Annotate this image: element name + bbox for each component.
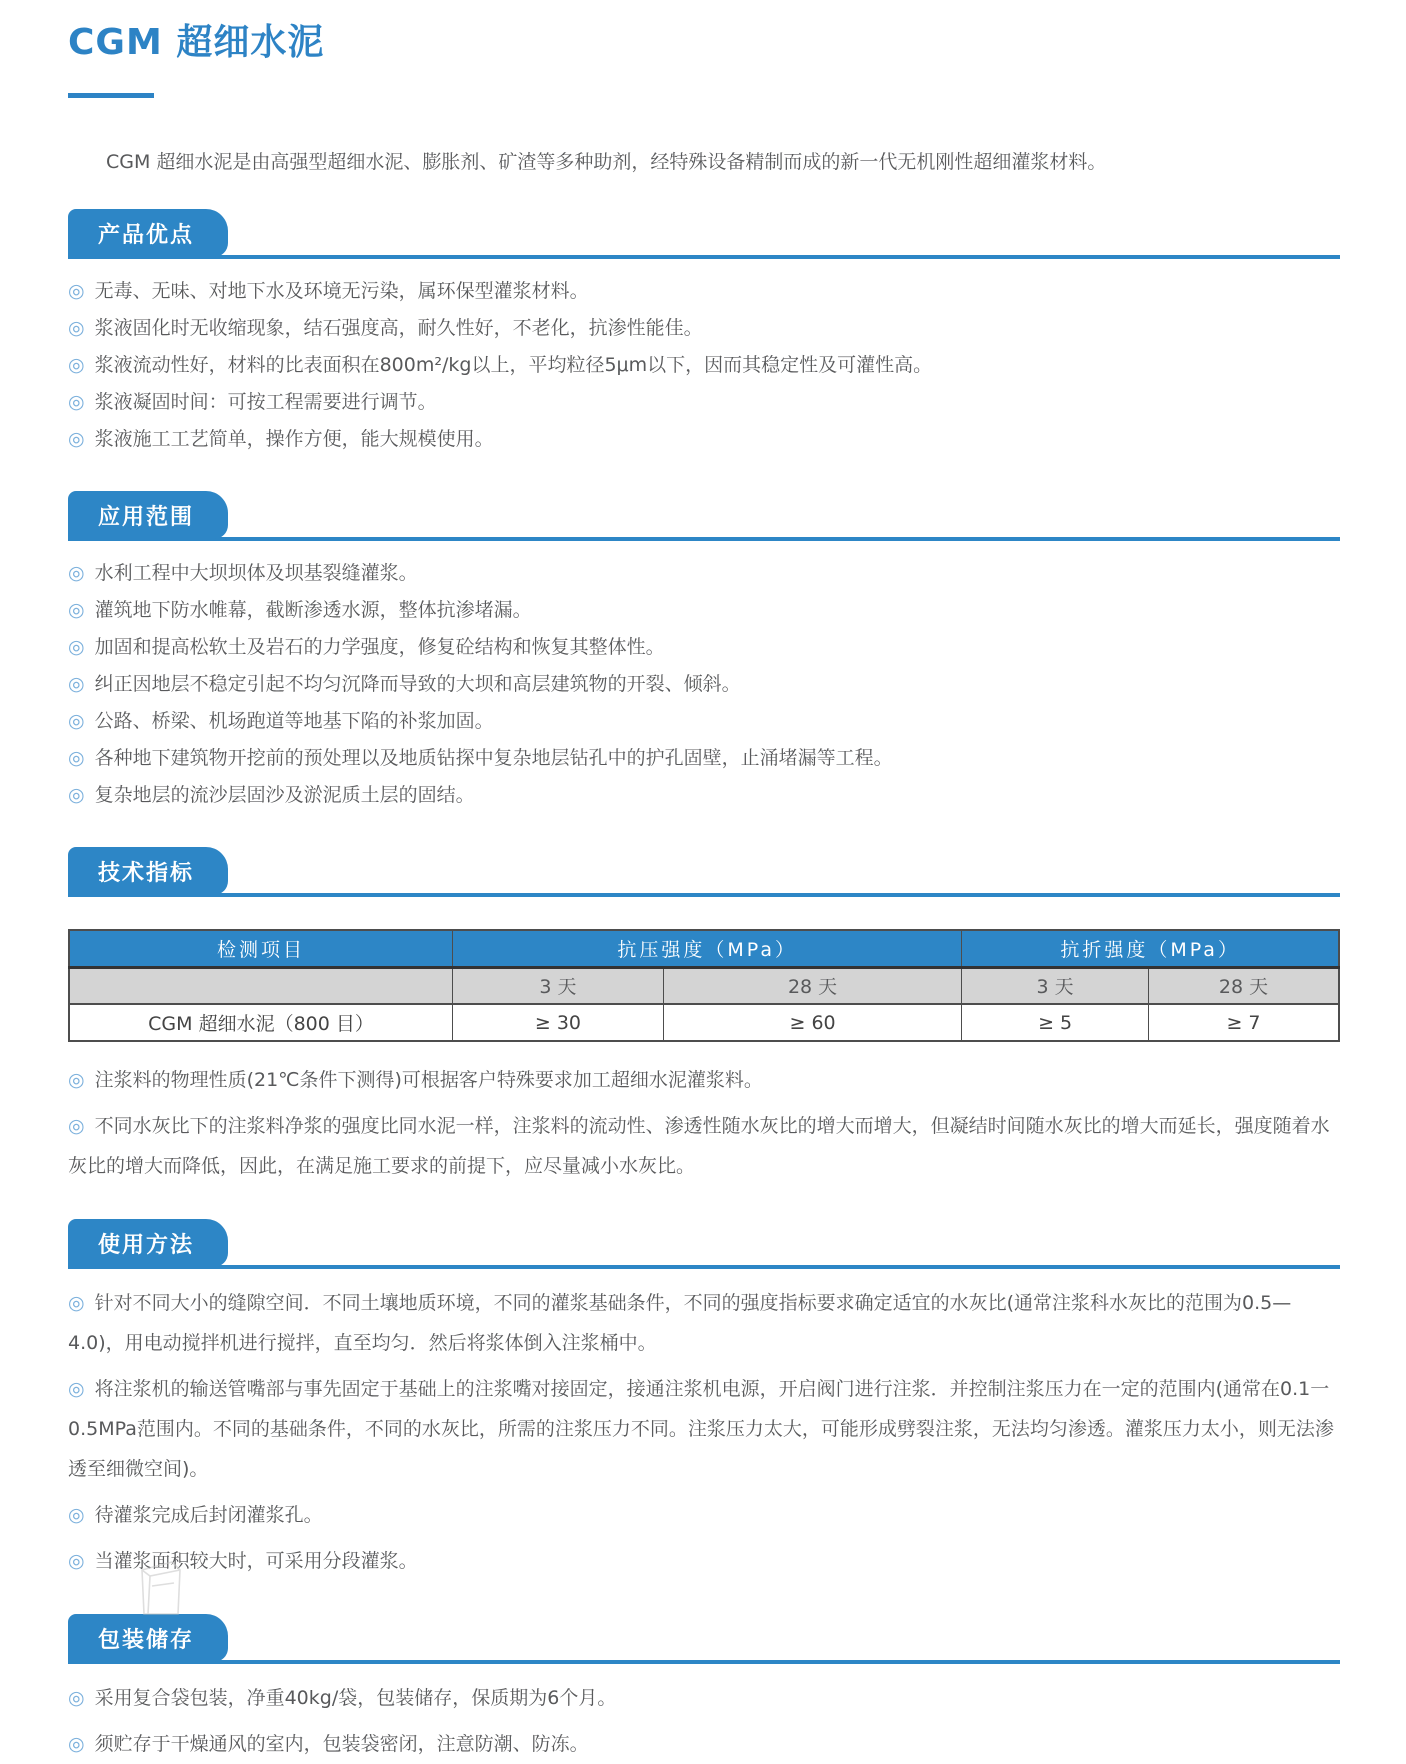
bullseye-bullet-icon: ◎ bbox=[68, 280, 85, 302]
bullseye-bullet-icon: ◎ bbox=[68, 317, 85, 339]
list-item-text: 当灌浆面积较大时，可采用分段灌浆。 bbox=[94, 1550, 418, 1572]
bullseye-bullet-icon: ◎ bbox=[68, 599, 85, 621]
spec-table bbox=[68, 929, 1340, 1042]
bullseye-bullet-icon: ◎ bbox=[68, 1733, 85, 1755]
cement-bag-watermark-image bbox=[128, 1556, 198, 1616]
list-item-text: 无毒、无味、对地下水及环境无污染，属环保型灌浆材料。 bbox=[94, 280, 589, 302]
section-heading-storage bbox=[68, 1613, 1340, 1664]
list-item bbox=[68, 740, 1340, 777]
list-item bbox=[68, 629, 1340, 666]
note-item bbox=[68, 1060, 1340, 1100]
spec-value: ≥ 5 bbox=[962, 1004, 1149, 1041]
list-item-text: 针对不同大小的缝隙空间．不同土壤地质环境，不同的灌浆基础条件，不同的强度指标要求确定适宜的水灰比(通常注浆科水灰比的范围为0.5—4.0)，用电动搅拌机进行搅拌，直至均匀．然后将浆体倒入注浆桶中。 bbox=[68, 1292, 1292, 1354]
title-underline-dash bbox=[68, 93, 154, 98]
bullseye-bullet-icon: ◎ bbox=[68, 1687, 85, 1709]
list-item bbox=[68, 592, 1340, 629]
list-item-text: 公路、桥梁、机场跑道等地基下陷的补浆加固。 bbox=[94, 710, 494, 732]
intro-paragraph: CGM 超细水泥是由高强型超细水泥、膨胀剂、矿渣等多种助剂，经特殊设备精制而成的新一代无机刚性超细灌浆材料。 bbox=[106, 151, 1107, 173]
bullseye-bullet-icon: ◎ bbox=[68, 428, 85, 450]
list-item bbox=[68, 1541, 1340, 1581]
list-item bbox=[68, 555, 1340, 592]
bullseye-bullet-icon: ◎ bbox=[68, 1292, 85, 1314]
list-item bbox=[68, 1678, 1340, 1718]
list-item-text: 纠正因地层不稳定引起不均匀沉降而导致的大坝和高层建筑物的开裂、倾斜。 bbox=[94, 673, 741, 695]
bullseye-bullet-icon: ◎ bbox=[68, 636, 85, 658]
list-item bbox=[68, 421, 1340, 458]
advantages-list bbox=[68, 273, 1340, 458]
list-item-text: 须贮存于干燥通风的室内，包装袋密闭，注意防潮、防冻。 bbox=[94, 1733, 589, 1755]
list-item-text: 水利工程中大坝坝体及坝基裂缝灌浆。 bbox=[94, 562, 418, 584]
section-tab-specs: 技术指标 bbox=[68, 847, 228, 895]
spec-subheader-empty bbox=[69, 967, 453, 1004]
list-item-text: 将注浆机的输送管嘴部与事先固定于基础上的注浆嘴对接固定，接通注浆机电源，开启阀门进行注浆．并控制注浆压力在一定的范围内(通常在0.1一0.5MPa范围内。不同的基础条件，不同的水灰比，所需的注浆压力不同。注浆压力太大，可能形成劈裂注浆，无法均匀渗透。灌浆压力太小，则无法渗透至细微空间)。 bbox=[68, 1378, 1334, 1480]
spec-table-data-row bbox=[69, 1004, 1339, 1041]
bullseye-bullet-icon: ◎ bbox=[68, 673, 85, 695]
list-item bbox=[68, 777, 1340, 814]
section-tab-advantages: 产品优点 bbox=[68, 209, 228, 257]
note-item bbox=[68, 1106, 1340, 1186]
bullseye-bullet-icon: ◎ bbox=[68, 354, 85, 376]
note-text: 不同水灰比下的注浆料净浆的强度比同水泥一样，注浆料的流动性、渗透性随水灰比的增大而增大，但凝结时间随水灰比的增大而延长，强度随着水灰比的增大而降低，因此，在满足施工要求的前提下，应尽量减小水灰比。 bbox=[68, 1115, 1330, 1177]
bullseye-bullet-icon: ◎ bbox=[68, 1378, 85, 1400]
spec-subheader-3d: 3 天 bbox=[453, 967, 664, 1004]
list-item-text: 待灌浆完成后封闭灌浆孔。 bbox=[94, 1504, 323, 1526]
bullseye-bullet-icon: ◎ bbox=[68, 391, 85, 413]
spec-notes bbox=[68, 1060, 1340, 1186]
section-tab-storage: 包装储存 bbox=[68, 1614, 228, 1662]
section-heading-advantages bbox=[68, 208, 1340, 259]
section-heading-applications bbox=[68, 490, 1340, 541]
spec-value: ≥ 7 bbox=[1148, 1004, 1339, 1041]
spec-table-header-row bbox=[69, 930, 1339, 967]
spec-subheader-28d: 28 天 bbox=[663, 967, 961, 1004]
spec-col-flexural: 抗折强度（MPa） bbox=[962, 930, 1339, 967]
list-item-text: 浆液固化时无收缩现象，结石强度高，耐久性好，不老化，抗渗性能佳。 bbox=[94, 317, 703, 339]
list-item-text: 灌筑地下防水帷幕，截断渗透水源，整体抗渗堵漏。 bbox=[94, 599, 532, 621]
spec-subheader-28d: 28 天 bbox=[1148, 967, 1339, 1004]
list-item bbox=[68, 1724, 1340, 1764]
bullseye-bullet-icon: ◎ bbox=[68, 784, 85, 806]
spec-col-compressive: 抗压强度（MPa） bbox=[453, 930, 962, 967]
list-item-text: 采用复合袋包装，净重40kg/袋，包装储存，保质期为6个月。 bbox=[94, 1687, 617, 1709]
list-item bbox=[68, 1283, 1340, 1363]
section-tab-applications: 应用范围 bbox=[68, 491, 228, 539]
list-item bbox=[68, 666, 1340, 703]
bullseye-bullet-icon: ◎ bbox=[68, 1550, 85, 1572]
section-heading-specs bbox=[68, 846, 1340, 897]
spec-col-item: 检测项目 bbox=[69, 930, 453, 967]
spec-value: ≥ 30 bbox=[453, 1004, 664, 1041]
list-item-text: 复杂地层的流沙层固沙及淤泥质土层的固结。 bbox=[94, 784, 475, 806]
bullseye-bullet-icon: ◎ bbox=[68, 1504, 85, 1526]
usage-list bbox=[68, 1283, 1340, 1581]
list-item bbox=[68, 273, 1340, 310]
list-item-text: 各种地下建筑物开挖前的预处理以及地质钻探中复杂地层钻孔中的护孔固壁，止涌堵漏等工程。 bbox=[94, 747, 893, 769]
spec-product-name: CGM 超细水泥（800 目） bbox=[69, 1004, 453, 1041]
note-text: 注浆料的物理性质(21℃条件下测得)可根据客户特殊要求加工超细水泥灌浆料。 bbox=[94, 1069, 763, 1091]
page-title: CGM 超细水泥 bbox=[68, 22, 325, 63]
list-item bbox=[68, 384, 1340, 421]
storage-list bbox=[68, 1678, 1340, 1764]
list-item bbox=[68, 1369, 1340, 1489]
bullseye-bullet-icon: ◎ bbox=[68, 710, 85, 732]
list-item bbox=[68, 1495, 1340, 1535]
bullseye-bullet-icon: ◎ bbox=[68, 747, 85, 769]
applications-list bbox=[68, 555, 1340, 814]
section-tab-usage: 使用方法 bbox=[68, 1219, 228, 1267]
list-item bbox=[68, 347, 1340, 384]
list-item bbox=[68, 310, 1340, 347]
bullseye-bullet-icon: ◎ bbox=[68, 1069, 85, 1091]
list-item-text: 加固和提高松软土及岩石的力学强度，修复砼结构和恢复其整体性。 bbox=[94, 636, 665, 658]
section-heading-usage bbox=[68, 1218, 1340, 1269]
list-item-text: 浆液凝固时间：可按工程需要进行调节。 bbox=[94, 391, 437, 413]
spec-value: ≥ 60 bbox=[663, 1004, 961, 1041]
bullseye-bullet-icon: ◎ bbox=[68, 562, 85, 584]
list-item-text: 浆液施工工艺简单，操作方便，能大规模使用。 bbox=[94, 428, 494, 450]
spec-table-subheader-row bbox=[69, 967, 1339, 1004]
list-item-text: 浆液流动性好，材料的比表面积在800m²/kg以上，平均粒径5μm以下，因而其稳定性及可灌性高。 bbox=[94, 354, 933, 376]
bullseye-bullet-icon: ◎ bbox=[68, 1115, 85, 1137]
spec-subheader-3d: 3 天 bbox=[962, 967, 1149, 1004]
list-item bbox=[68, 703, 1340, 740]
